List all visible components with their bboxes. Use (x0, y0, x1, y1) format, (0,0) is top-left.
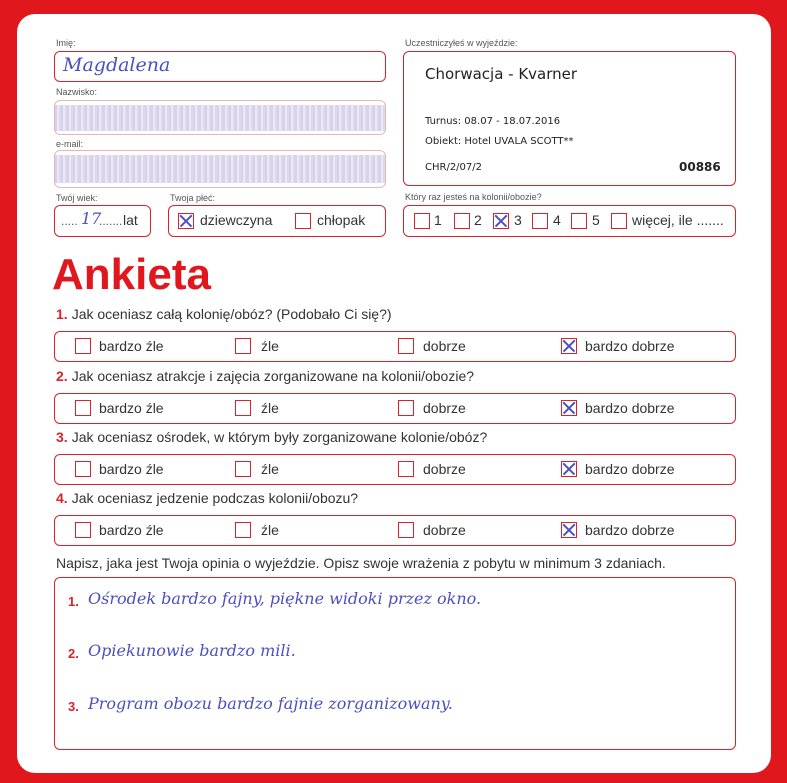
q1-option-very-bad: bardzo źle (99, 338, 164, 354)
q1-checkbox-very-good[interactable] (561, 338, 577, 354)
question-2-answers (54, 393, 736, 424)
times-checkbox-5[interactable] (571, 213, 587, 229)
age-unit: lat (123, 212, 138, 228)
times-option-more: więcej, ile ....... (632, 212, 724, 228)
q1-option-bad: źle (261, 338, 279, 354)
age-label: Twój wiek: (56, 193, 98, 203)
times-option-4: 4 (553, 212, 561, 228)
q4-option-very-bad: bardzo źle (99, 522, 164, 538)
gender-option-male: chłopak (317, 212, 366, 228)
q2-option-very-good: bardzo dobrze (585, 400, 675, 416)
name-field[interactable] (54, 51, 386, 82)
email-label: e-mail: (56, 139, 84, 149)
q4-checkbox-very-good[interactable] (561, 522, 577, 538)
q1-checkbox-good[interactable] (398, 338, 414, 354)
question-3-text: Jak oceniasz ośrodek, w którym były zorganizowane kolonie/obóz? (71, 429, 488, 445)
surname-label: Nazwisko: (56, 87, 98, 97)
gender-option-female: dziewczyna (200, 212, 273, 228)
surname-field[interactable] (54, 100, 386, 135)
age-value: 17 (81, 209, 102, 228)
question-4-number: 4. (56, 490, 68, 506)
q3-checkbox-good[interactable] (398, 461, 414, 477)
times-checkbox-4[interactable] (532, 213, 548, 229)
name-label: Imię: (56, 38, 76, 48)
question-2-number: 2. (56, 368, 68, 384)
participant-label: Uczestniczyłeś w wyjeździe: (405, 38, 518, 48)
question-2-text: Jak oceniasz atrakcje i zajęcia zorganizowane na kolonii/obozie? (71, 368, 475, 384)
q2-option-very-bad: bardzo źle (99, 400, 164, 416)
times-option-5: 5 (592, 212, 600, 228)
question-3 (56, 429, 487, 445)
question-1-text: Jak oceniasz całą kolonię/obóz? (Podobało Ci się?) (71, 306, 392, 322)
question-4 (56, 490, 358, 506)
times-label: Który raz jesteś na kolonii/obozie? (405, 192, 542, 202)
age-dots-left: ..... (61, 214, 78, 228)
q3-option-bad: źle (261, 461, 279, 477)
question-2 (56, 368, 474, 384)
question-4-text: Jak oceniasz jedzenie podczas kolonii/obozu? (71, 490, 359, 506)
q4-checkbox-good[interactable] (398, 522, 414, 538)
email-redaction (55, 155, 385, 183)
times-option-3: 3 (514, 212, 522, 228)
survey-title: Ankieta (52, 250, 211, 299)
q3-checkbox-bad[interactable] (235, 461, 251, 477)
q3-checkbox-very-bad[interactable] (75, 461, 91, 477)
q2-checkbox-very-good[interactable] (561, 400, 577, 416)
q1-option-good: dobrze (423, 338, 466, 354)
times-checkbox-more[interactable] (611, 213, 627, 229)
trip-turnus: Turnus: 08.07 - 18.07.2016 (425, 116, 561, 127)
question-3-number: 3. (56, 429, 68, 445)
trip-number: 00886 (679, 160, 721, 174)
question-3-answers (54, 454, 736, 485)
times-option-1: 1 (434, 212, 442, 228)
q1-checkbox-bad[interactable] (235, 338, 251, 354)
times-field (403, 205, 736, 237)
q2-checkbox-bad[interactable] (235, 400, 251, 416)
opinion-line-3-number: 3. (68, 699, 79, 714)
trip-box (403, 51, 736, 186)
trip-destination: Chorwacja - Kvarner (425, 65, 578, 83)
q2-checkbox-very-bad[interactable] (75, 400, 91, 416)
q4-checkbox-bad[interactable] (235, 522, 251, 538)
trip-code: CHR/2/07/2 (425, 162, 483, 173)
times-checkbox-2[interactable] (454, 213, 470, 229)
surname-redaction (55, 105, 385, 131)
times-checkbox-3[interactable] (493, 213, 509, 229)
q4-option-bad: źle (261, 522, 279, 538)
opinion-line-1-text: Ośrodek bardzo fajny, piękne widoki przez okno. (88, 589, 482, 608)
q3-option-very-bad: bardzo źle (99, 461, 164, 477)
gender-checkbox-female[interactable] (178, 213, 194, 229)
gender-label: Twoja płeć: (170, 193, 216, 203)
q4-option-good: dobrze (423, 522, 466, 538)
q2-option-bad: źle (261, 400, 279, 416)
q3-option-very-good: bardzo dobrze (585, 461, 675, 477)
question-4-answers (54, 515, 736, 546)
opinion-line-1-number: 1. (68, 594, 79, 609)
email-field[interactable] (54, 150, 386, 188)
opinion-line-3-text: Program obozu bardzo fajnie zorganizowany. (88, 694, 453, 713)
trip-obiekt: Obiekt: Hotel UVALA SCOTT** (425, 136, 574, 147)
q4-checkbox-very-bad[interactable] (75, 522, 91, 538)
q2-option-good: dobrze (423, 400, 466, 416)
q3-checkbox-very-good[interactable] (561, 461, 577, 477)
gender-checkbox-male[interactable] (295, 213, 311, 229)
q2-checkbox-good[interactable] (398, 400, 414, 416)
gender-field (168, 205, 386, 237)
opinion-prompt: Napisz, jaka jest Twoja opinia o wyjeździe. Opisz swoje wrażenia z pobytu w minimum 3 zdaniach. (56, 555, 666, 571)
question-1-answers (54, 331, 736, 362)
age-field[interactable] (54, 205, 151, 237)
question-1-number: 1. (56, 306, 68, 322)
q4-option-very-good: bardzo dobrze (585, 522, 675, 538)
opinion-line-2-number: 2. (68, 646, 79, 661)
q3-option-good: dobrze (423, 461, 466, 477)
question-1 (56, 306, 392, 322)
times-checkbox-1[interactable] (414, 213, 430, 229)
q1-option-very-good: bardzo dobrze (585, 338, 675, 354)
q1-checkbox-very-bad[interactable] (75, 338, 91, 354)
times-option-2: 2 (474, 212, 482, 228)
name-value: Magdalena (63, 54, 171, 76)
age-dots-right: ....... (99, 214, 123, 228)
opinion-line-2-text: Opiekunowie bardzo mili. (88, 641, 296, 660)
